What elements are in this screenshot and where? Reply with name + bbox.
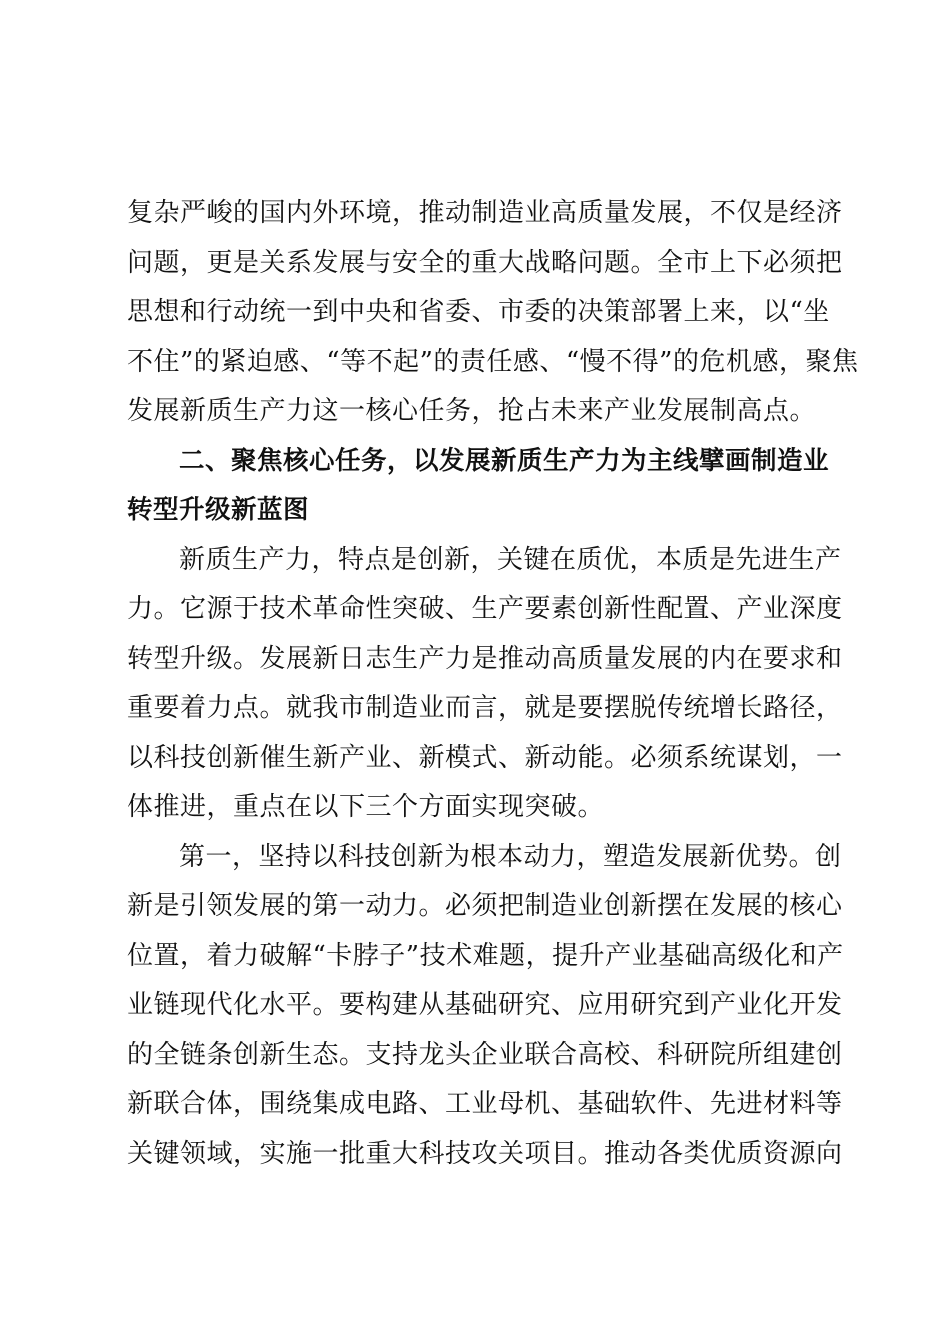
text-line: 业链现代化水平。要构建从基础研究、应用研究到产业化开发: [127, 990, 843, 1020]
text-line: 的全链条创新生态。支持龙头企业联合高校、科研院所组建创: [127, 1039, 843, 1070]
text-line: 新质生产力，特点是创新，关键在质优，本质是先进生产: [179, 544, 842, 575]
text-line: 关键领域，实施一批重大科技攻关项目。推动各类优质资源向: [127, 1138, 843, 1169]
text-line: 体推进，重点在以下三个方面实现突破。: [127, 792, 605, 822]
text-line: 新联合体，围绕集成电路、工业母机、基础软件、先进材料等: [127, 1089, 843, 1119]
body-paragraph: [127, 536, 843, 833]
text-line: 思想和行动统一到中央和省委、市委的决策部署上来，以“坐: [127, 297, 830, 327]
body-paragraph: [127, 833, 844, 1180]
text-line: 复杂严峻的国内外环境，推动制造业高质量发展，不仅是经济: [127, 198, 843, 228]
text-line: 不住”的紧迫感、“等不起”的责任感、“慢不得”的危机感，聚焦: [127, 346, 859, 377]
document-body: [127, 189, 859, 1179]
text-line: 发展新质生产力这一核心任务，抢占未来产业发展制高点。: [127, 396, 817, 426]
text-line: 以科技创新催生新产业、新模式、新动能。必须系统谋划，一: [127, 742, 843, 773]
text-line: 重要着力点。就我市制造业而言，就是要摆脱传统增长路径，: [127, 693, 843, 723]
text-line: 二、聚焦核心任务，以发展新质生产力为主线擘画制造业: [179, 445, 830, 476]
text-line: 转型升级新蓝图: [127, 495, 310, 525]
text-line: 第一，坚持以科技创新为根本动力，塑造发展新优势。创: [179, 841, 842, 872]
text-line: 转型升级。发展新日志生产力是推动高质量发展的内在要求和: [127, 643, 843, 674]
text-line: 位置，着力破解“卡脖子”技术难题，提升产业基础高级化和产: [127, 940, 844, 971]
text-line: 新是引领发展的第一动力。必须把制造业创新摆在发展的核心: [127, 891, 843, 921]
body-paragraph: [127, 189, 859, 437]
section-heading: [127, 437, 830, 536]
text-line: 力。它源于技术革命性突破、生产要素创新性配置、产业深度: [127, 594, 843, 624]
text-line: 问题，更是关系发展与安全的重大战略问题。全市上下必须把: [127, 247, 843, 278]
